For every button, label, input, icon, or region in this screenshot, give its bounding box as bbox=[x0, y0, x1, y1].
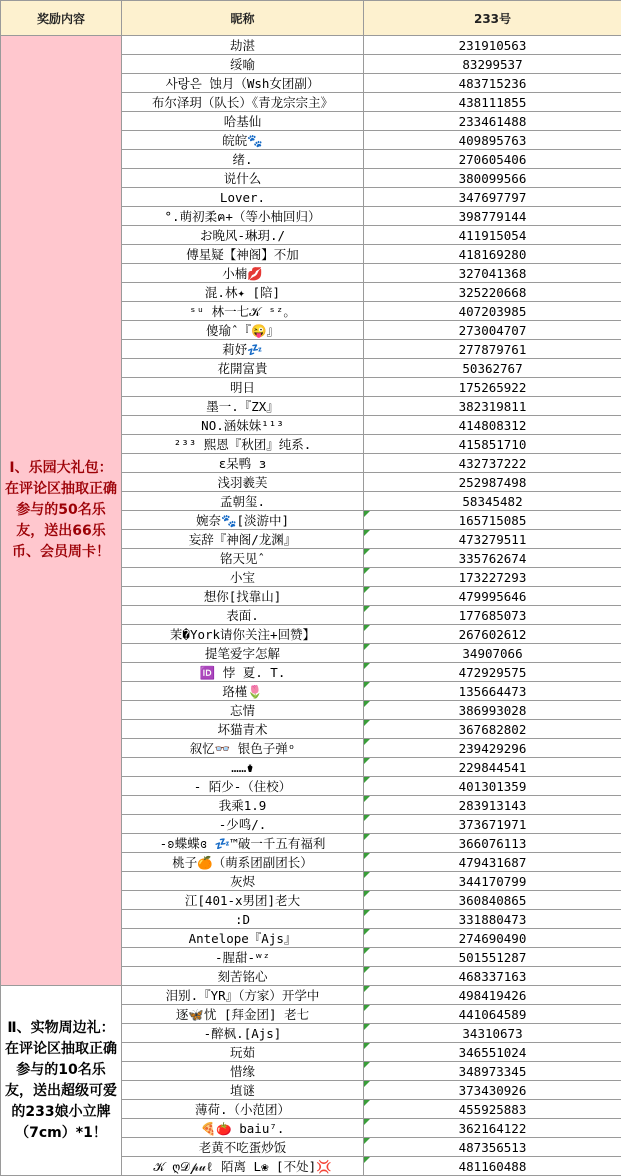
id-text: 360840865 bbox=[459, 893, 527, 908]
id-text: 177685073 bbox=[459, 608, 527, 623]
number-format-flag-icon bbox=[364, 948, 370, 954]
number-format-flag-icon bbox=[364, 1005, 370, 1011]
number-format-flag-icon bbox=[364, 1157, 370, 1163]
id-cell bbox=[364, 625, 621, 644]
nickname-text: 桃子🍊（萌系团副团长） bbox=[172, 855, 313, 870]
nickname-cell bbox=[122, 530, 364, 549]
id-text: 373430926 bbox=[459, 1083, 527, 1098]
id-cell bbox=[364, 606, 621, 625]
id-cell bbox=[364, 416, 621, 435]
nickname-text: 刻苦铭心 bbox=[217, 969, 267, 984]
nickname-cell bbox=[122, 1100, 364, 1119]
id-text: 173227293 bbox=[459, 570, 527, 585]
id-cell bbox=[364, 378, 621, 397]
id-text: 380099566 bbox=[459, 171, 527, 186]
nickname-cell bbox=[122, 1119, 364, 1138]
nickname-text: 江[401-x男团]老大 bbox=[185, 893, 300, 908]
nickname-cell bbox=[122, 226, 364, 245]
id-text: 239429296 bbox=[459, 741, 527, 756]
id-text: 418169280 bbox=[459, 247, 527, 262]
nickname-cell bbox=[122, 701, 364, 720]
id-cell bbox=[364, 1024, 621, 1043]
nickname-text: 埴谜 bbox=[230, 1083, 255, 1098]
nickname-text: ˢᵘ 林一七𝒦 ˢᶻ。 bbox=[189, 304, 296, 319]
nickname-cell bbox=[122, 264, 364, 283]
id-cell bbox=[364, 1005, 621, 1024]
nickname-cell bbox=[122, 929, 364, 948]
nickname-text: 🍕🍅 baiu⁷. bbox=[201, 1121, 285, 1136]
nickname-text: 𝒦 ღ𝒟𝓅𝓊ℓ 陌离 L❀ [不处]💢 bbox=[153, 1159, 331, 1174]
id-cell bbox=[364, 226, 621, 245]
id-cell bbox=[364, 454, 621, 473]
nickname-cell bbox=[122, 739, 364, 758]
number-format-flag-icon bbox=[364, 758, 370, 764]
nickname-text: 浅羽羲芙 bbox=[217, 475, 267, 490]
id-cell bbox=[364, 587, 621, 606]
nickname-cell bbox=[122, 1043, 364, 1062]
id-text: 252987498 bbox=[459, 475, 527, 490]
id-text: 441064589 bbox=[459, 1007, 527, 1022]
nickname-cell bbox=[122, 644, 364, 663]
nickname-cell bbox=[122, 1081, 364, 1100]
nickname-text: -醉枫.[Ajs] bbox=[204, 1026, 282, 1041]
nickname-cell bbox=[122, 796, 364, 815]
number-format-flag-icon bbox=[364, 568, 370, 574]
number-format-flag-icon bbox=[364, 1100, 370, 1106]
id-cell bbox=[364, 663, 621, 682]
id-cell bbox=[364, 739, 621, 758]
id-cell bbox=[364, 568, 621, 587]
nickname-cell bbox=[122, 36, 364, 55]
id-text: 362164122 bbox=[459, 1121, 527, 1136]
nickname-cell bbox=[122, 815, 364, 834]
nickname-text: お晚风-琳玥./ bbox=[200, 228, 285, 243]
nickname-cell bbox=[122, 378, 364, 397]
id-cell bbox=[364, 93, 621, 112]
id-text: 367682802 bbox=[459, 722, 527, 737]
id-text: 274690490 bbox=[459, 931, 527, 946]
header-reward: 奖励内容 bbox=[1, 1, 122, 36]
number-format-flag-icon bbox=[364, 644, 370, 650]
id-text: 277879761 bbox=[459, 342, 527, 357]
nickname-text: ε呆鸭 з bbox=[219, 456, 267, 471]
id-text: 267602612 bbox=[459, 627, 527, 642]
id-cell bbox=[364, 321, 621, 340]
nickname-cell bbox=[122, 340, 364, 359]
nickname-text: °.萌初柔ฅ+（等小柚回归） bbox=[165, 209, 321, 224]
nickname-cell bbox=[122, 663, 364, 682]
id-text: 344170799 bbox=[459, 874, 527, 889]
number-format-flag-icon bbox=[364, 815, 370, 821]
number-format-flag-icon bbox=[364, 606, 370, 612]
number-format-flag-icon bbox=[364, 834, 370, 840]
nickname-text: 皖皖🐾 bbox=[222, 133, 263, 148]
id-cell bbox=[364, 891, 621, 910]
id-cell bbox=[364, 264, 621, 283]
nickname-cell bbox=[122, 872, 364, 891]
number-format-flag-icon bbox=[364, 1024, 370, 1030]
id-text: 501551287 bbox=[459, 950, 527, 965]
id-text: 348973345 bbox=[459, 1064, 527, 1079]
id-text: 270605406 bbox=[459, 152, 527, 167]
id-cell bbox=[364, 112, 621, 131]
nickname-text: 叙忆👓 银色子弹ᵒ bbox=[190, 741, 296, 756]
id-cell bbox=[364, 188, 621, 207]
nickname-text: 哈基仙 bbox=[224, 114, 262, 129]
id-cell bbox=[364, 872, 621, 891]
id-text: 455925883 bbox=[459, 1102, 527, 1117]
number-format-flag-icon bbox=[364, 1043, 370, 1049]
id-text: 401301359 bbox=[459, 779, 527, 794]
number-format-flag-icon bbox=[364, 682, 370, 688]
nickname-text: 想你[找靠山] bbox=[204, 589, 282, 604]
nickname-text: 逐🦋忧 [拜金团] 老七 bbox=[176, 1007, 309, 1022]
number-format-flag-icon bbox=[364, 701, 370, 707]
nickname-text: 坏猫青术 bbox=[217, 722, 267, 737]
id-cell bbox=[364, 758, 621, 777]
nickname-cell bbox=[122, 891, 364, 910]
nickname-text: Lover. bbox=[220, 190, 265, 205]
id-text: 472929575 bbox=[459, 665, 527, 680]
number-format-flag-icon bbox=[364, 720, 370, 726]
nickname-cell bbox=[122, 910, 364, 929]
table-row bbox=[1, 986, 621, 1005]
nickname-text: 珞槿🌷 bbox=[222, 684, 263, 699]
nickname-text: 妄辞『神阁/龙渊』 bbox=[189, 532, 297, 547]
nickname-cell bbox=[122, 416, 364, 435]
number-format-flag-icon bbox=[364, 511, 370, 517]
id-cell bbox=[364, 1062, 621, 1081]
id-text: 331880473 bbox=[459, 912, 527, 927]
nickname-text: 绪. bbox=[232, 152, 252, 167]
table-row bbox=[1, 36, 621, 55]
number-format-flag-icon bbox=[364, 739, 370, 745]
header-nickname: 昵称 bbox=[122, 1, 364, 36]
number-format-flag-icon bbox=[364, 1119, 370, 1125]
id-cell bbox=[364, 1119, 621, 1138]
nickname-cell bbox=[122, 188, 364, 207]
nickname-text: 玩茹 bbox=[230, 1045, 255, 1060]
id-cell bbox=[364, 340, 621, 359]
number-format-flag-icon bbox=[364, 587, 370, 593]
winners-body bbox=[1, 36, 621, 1176]
id-cell bbox=[364, 948, 621, 967]
header-row bbox=[1, 1, 621, 36]
id-text: 411915054 bbox=[459, 228, 527, 243]
nickname-cell bbox=[122, 245, 364, 264]
number-format-flag-icon bbox=[364, 910, 370, 916]
id-cell bbox=[364, 55, 621, 74]
nickname-cell bbox=[122, 777, 364, 796]
nickname-text: 明日 bbox=[230, 380, 255, 395]
nickname-text: 婉奈🐾[淡游中] bbox=[196, 513, 289, 528]
id-text: 231910563 bbox=[459, 38, 527, 53]
id-text: 34310673 bbox=[462, 1026, 522, 1041]
id-text: 438111855 bbox=[459, 95, 527, 110]
number-format-flag-icon bbox=[364, 1081, 370, 1087]
id-text: 325220668 bbox=[459, 285, 527, 300]
nickname-text: 花開富貴 bbox=[217, 361, 267, 376]
nickname-text: 绥喻 bbox=[230, 57, 255, 72]
id-cell bbox=[364, 644, 621, 663]
id-text: 407203985 bbox=[459, 304, 527, 319]
id-cell bbox=[364, 720, 621, 739]
number-format-flag-icon bbox=[364, 872, 370, 878]
id-cell bbox=[364, 834, 621, 853]
id-text: 414808312 bbox=[459, 418, 527, 433]
nickname-cell bbox=[122, 1157, 364, 1176]
id-text: 473279511 bbox=[459, 532, 527, 547]
id-text: 34907066 bbox=[462, 646, 522, 661]
nickname-cell bbox=[122, 682, 364, 701]
id-text: 327041368 bbox=[459, 266, 527, 281]
nickname-cell bbox=[122, 967, 364, 986]
nickname-text: 劫湛 bbox=[230, 38, 255, 53]
nickname-cell bbox=[122, 131, 364, 150]
id-text: 283913143 bbox=[459, 798, 527, 813]
id-text: 83299537 bbox=[462, 57, 522, 72]
nickname-cell bbox=[122, 834, 364, 853]
nickname-text: 布尔泽玥（队长）《青龙宗宗主》 bbox=[152, 95, 333, 110]
id-text: 346551024 bbox=[459, 1045, 527, 1060]
nickname-text: 小宝 bbox=[230, 570, 255, 585]
id-text: 409895763 bbox=[459, 133, 527, 148]
nickname-text: 表面. bbox=[226, 608, 259, 623]
id-cell bbox=[364, 473, 621, 492]
id-text: 50362767 bbox=[462, 361, 522, 376]
id-text: 233461488 bbox=[459, 114, 527, 129]
nickname-cell bbox=[122, 283, 364, 302]
nickname-text: 茉�York请你关注+回赞】 bbox=[170, 627, 315, 642]
nickname-cell bbox=[122, 1062, 364, 1081]
id-text: 175265922 bbox=[459, 380, 527, 395]
id-cell bbox=[364, 967, 621, 986]
nickname-cell bbox=[122, 321, 364, 340]
nickname-cell bbox=[122, 587, 364, 606]
id-cell bbox=[364, 397, 621, 416]
id-text: 58345482 bbox=[462, 494, 522, 509]
reward-cell: Ⅰ、乐园大礼包：在评论区抽取正确参与的50名乐友，送出66乐币、会员周卡！ bbox=[1, 36, 122, 986]
id-cell bbox=[364, 1157, 621, 1176]
id-cell bbox=[364, 131, 621, 150]
id-cell bbox=[364, 150, 621, 169]
nickname-text: 惜缘 bbox=[230, 1064, 255, 1079]
nickname-text: 提笔爱字怎解 bbox=[205, 646, 280, 661]
id-cell bbox=[364, 74, 621, 93]
nickname-cell bbox=[122, 1024, 364, 1043]
id-text: 479431687 bbox=[459, 855, 527, 870]
nickname-cell bbox=[122, 112, 364, 131]
id-cell bbox=[364, 1138, 621, 1157]
nickname-text: 🆔 悖 夏. T. bbox=[200, 665, 286, 680]
nickname-text: -ʚ蝶蝶ɞ 💤™破一千五有福利 bbox=[160, 836, 326, 851]
nickname-text: 我乘1.9 bbox=[219, 798, 267, 813]
nickname-text: Antelope『Ajs』 bbox=[189, 931, 297, 946]
id-cell bbox=[364, 283, 621, 302]
nickname-text: NO.涵妹妹¹¹³ bbox=[201, 418, 284, 433]
nickname-cell bbox=[122, 93, 364, 112]
id-cell bbox=[364, 530, 621, 549]
nickname-cell bbox=[122, 511, 364, 530]
number-format-flag-icon bbox=[364, 1138, 370, 1144]
number-format-flag-icon bbox=[364, 777, 370, 783]
number-format-flag-icon bbox=[364, 853, 370, 859]
nickname-text: 傅星疑【神阁】不加 bbox=[186, 247, 299, 262]
id-text: 373671971 bbox=[459, 817, 527, 832]
nickname-text: 混.林✦ [陪] bbox=[205, 285, 280, 300]
nickname-cell bbox=[122, 853, 364, 872]
nickname-cell bbox=[122, 169, 364, 188]
reward-cell: Ⅱ、实物周边礼：在评论区抽取正确参与的10名乐友，送出超级可爱的233娘小立牌（7cm）*1！ bbox=[1, 986, 122, 1176]
id-text: 481160488 bbox=[459, 1159, 527, 1174]
nickname-cell bbox=[122, 568, 364, 587]
nickname-text: 사랑은 蚀月（Wsh女团副） bbox=[166, 76, 320, 91]
id-cell bbox=[364, 207, 621, 226]
nickname-cell bbox=[122, 986, 364, 1005]
nickname-text: ……⚱ bbox=[231, 760, 254, 775]
id-text: 135664473 bbox=[459, 684, 527, 699]
nickname-cell bbox=[122, 720, 364, 739]
number-format-flag-icon bbox=[364, 549, 370, 555]
nickname-cell bbox=[122, 207, 364, 226]
nickname-cell bbox=[122, 1005, 364, 1024]
number-format-flag-icon bbox=[364, 891, 370, 897]
number-format-flag-icon bbox=[364, 663, 370, 669]
id-text: 479995646 bbox=[459, 589, 527, 604]
id-text: 468337163 bbox=[459, 969, 527, 984]
number-format-flag-icon bbox=[364, 986, 370, 992]
number-format-flag-icon bbox=[364, 967, 370, 973]
id-text: 382319811 bbox=[459, 399, 527, 414]
nickname-text: 墨一.『ZX』 bbox=[206, 399, 279, 414]
nickname-text: 铭天见ˆ bbox=[220, 551, 265, 566]
id-cell bbox=[364, 435, 621, 454]
nickname-text: 薄荷.（小范团） bbox=[195, 1102, 290, 1117]
nickname-text: 说什么 bbox=[224, 171, 262, 186]
id-cell bbox=[364, 1081, 621, 1100]
nickname-cell bbox=[122, 948, 364, 967]
number-format-flag-icon bbox=[364, 625, 370, 631]
nickname-text: 忘情 bbox=[230, 703, 255, 718]
nickname-cell bbox=[122, 359, 364, 378]
nickname-text: 孟朝玺. bbox=[220, 494, 265, 509]
id-cell bbox=[364, 929, 621, 948]
id-text: 335762674 bbox=[459, 551, 527, 566]
nickname-cell bbox=[122, 758, 364, 777]
id-text: 165715085 bbox=[459, 513, 527, 528]
id-text: 498419426 bbox=[459, 988, 527, 1003]
id-cell bbox=[364, 910, 621, 929]
nickname-cell bbox=[122, 150, 364, 169]
id-cell bbox=[364, 511, 621, 530]
id-cell bbox=[364, 853, 621, 872]
id-text: 483715236 bbox=[459, 76, 527, 91]
nickname-cell bbox=[122, 454, 364, 473]
id-cell bbox=[364, 815, 621, 834]
nickname-text: 傻瑜ˆ『😜』 bbox=[206, 323, 279, 338]
id-cell bbox=[364, 359, 621, 378]
id-text: 229844541 bbox=[459, 760, 527, 775]
id-text: 398779144 bbox=[459, 209, 527, 224]
id-cell bbox=[364, 682, 621, 701]
nickname-cell bbox=[122, 435, 364, 454]
id-cell bbox=[364, 169, 621, 188]
id-cell bbox=[364, 701, 621, 720]
id-cell bbox=[364, 245, 621, 264]
number-format-flag-icon bbox=[364, 530, 370, 536]
nickname-cell bbox=[122, 473, 364, 492]
id-text: 366076113 bbox=[459, 836, 527, 851]
id-cell bbox=[364, 1100, 621, 1119]
id-cell bbox=[364, 1043, 621, 1062]
nickname-text: - 陌少-（住校） bbox=[194, 779, 292, 794]
id-cell bbox=[364, 986, 621, 1005]
nickname-cell bbox=[122, 55, 364, 74]
nickname-cell bbox=[122, 302, 364, 321]
id-cell bbox=[364, 777, 621, 796]
id-cell bbox=[364, 302, 621, 321]
number-format-flag-icon bbox=[364, 929, 370, 935]
id-text: 432737222 bbox=[459, 456, 527, 471]
id-text: 273004707 bbox=[459, 323, 527, 338]
nickname-text: 灰烬 bbox=[230, 874, 255, 889]
id-text: 386993028 bbox=[459, 703, 527, 718]
id-cell bbox=[364, 492, 621, 511]
id-text: 487356513 bbox=[459, 1140, 527, 1155]
nickname-text: 莉妤💤 bbox=[222, 342, 263, 357]
nickname-cell bbox=[122, 1138, 364, 1157]
id-cell bbox=[364, 36, 621, 55]
nickname-text: -少鸣/. bbox=[219, 817, 267, 832]
nickname-text: 老黄不吃蛋炒饭 bbox=[199, 1140, 287, 1155]
number-format-flag-icon bbox=[364, 1062, 370, 1068]
id-text: 415851710 bbox=[459, 437, 527, 452]
nickname-text: -腥甜-ʷᶻ bbox=[215, 950, 270, 965]
nickname-text: 泪别.『YR』（方家）开学中 bbox=[166, 988, 320, 1003]
nickname-text: 小楠💋 bbox=[222, 266, 263, 281]
nickname-cell bbox=[122, 549, 364, 568]
number-format-flag-icon bbox=[364, 796, 370, 802]
nickname-cell bbox=[122, 74, 364, 93]
id-cell bbox=[364, 796, 621, 815]
nickname-cell bbox=[122, 397, 364, 416]
nickname-cell bbox=[122, 492, 364, 511]
nickname-cell bbox=[122, 625, 364, 644]
header-id: 233号 bbox=[364, 1, 621, 36]
nickname-text: :D bbox=[235, 912, 250, 927]
nickname-cell bbox=[122, 606, 364, 625]
nickname-text: ²³³ 熙恩『秋团』纯系. bbox=[174, 437, 312, 452]
id-text: 347697797 bbox=[459, 190, 527, 205]
id-cell bbox=[364, 549, 621, 568]
